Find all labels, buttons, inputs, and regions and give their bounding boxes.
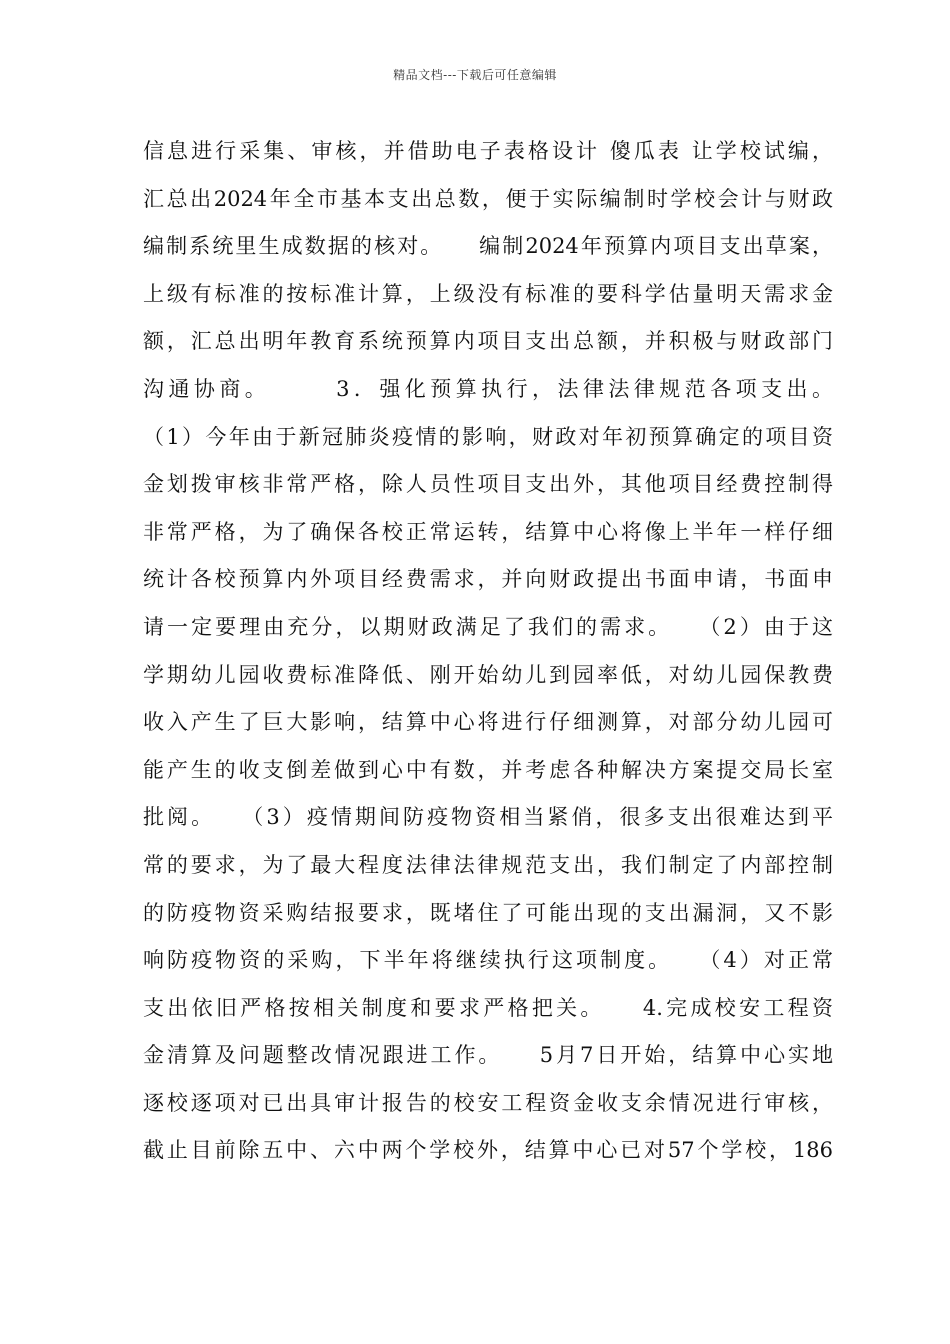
body-line: 逐校逐项对已出具审计报告的校安工程资金收支余情况进行审核， (143, 1090, 833, 1115)
body-line: 学期幼儿园收费标准降低、刚开始幼儿到园率低，对幼儿园保教费 (143, 662, 833, 687)
body-line: 金清算及问题整改情况跟进工作。 5月7日开始，结算中心实地 (143, 1043, 833, 1068)
body-line: 支出依旧严格按相关制度和要求严格把关。 4.完成校安工程资 (143, 995, 833, 1020)
body-line: 非常严格，为了确保各校正常运转，结算中心将像上半年一样仔细 (143, 519, 833, 544)
body-line: （1）今年由于新冠肺炎疫情的影响，财政对年初预算确定的项目资 (143, 424, 833, 449)
body-line: 额，汇总出明年教育系统预算内项目支出总额，并积极与财政部门 (143, 329, 833, 354)
body-line: 沟通协商。 3．强化预算执行，法律法律规范各项支出。 (143, 376, 833, 401)
body-line: 金划拨审核非常严格，除人员性项目支出外，其他项目经费控制得 (143, 472, 833, 497)
body-line: 批阅。 （3）疫情期间防疫物资相当紧俏，很多支出很难达到平 (143, 805, 833, 830)
body-text (143, 132, 833, 1179)
body-line: 响防疫物资的采购，下半年将继续执行这项制度。 （4）对正常 (143, 948, 833, 973)
body-line: 上级有标准的按标准计算，上级没有标准的要科学估量明天需求金 (143, 281, 833, 306)
body-line: 汇总出2024年全市基本支出总数，便于实际编制时学校会计与财政 (143, 186, 833, 211)
body-line: 收入产生了巨大影响，结算中心将进行仔细测算，对部分幼儿园可 (143, 710, 833, 735)
body-line: 信息进行采集、审核，并借助电子表格设计 傻瓜表 让学校试编， (143, 139, 833, 163)
body-line: 能产生的收支倒差做到心中有数，并考虑各种解决方案提交局长室 (143, 757, 833, 782)
body-line: 统计各校预算内外项目经费需求，并向财政提出书面申请，书面申 (143, 567, 833, 592)
body-line: 编制系统里生成数据的核对。 编制2024年预算内项目支出草案， (143, 234, 833, 259)
body-line: 的防疫物资采购结报要求，既堵住了可能出现的支出漏洞，又不影 (143, 900, 833, 925)
body-line: 常的要求，为了最大程度法律法律规范支出，我们制定了内部控制 (143, 852, 833, 877)
body-line: 请一定要理由充分，以期财政满足了我们的需求。 （2）由于这 (143, 614, 833, 639)
page-header: 精品文档---下载后可任意编辑 (393, 68, 557, 82)
body-line: 截止目前除五中、六中两个学校外，结算中心已对57个学校，186 (143, 1138, 833, 1163)
